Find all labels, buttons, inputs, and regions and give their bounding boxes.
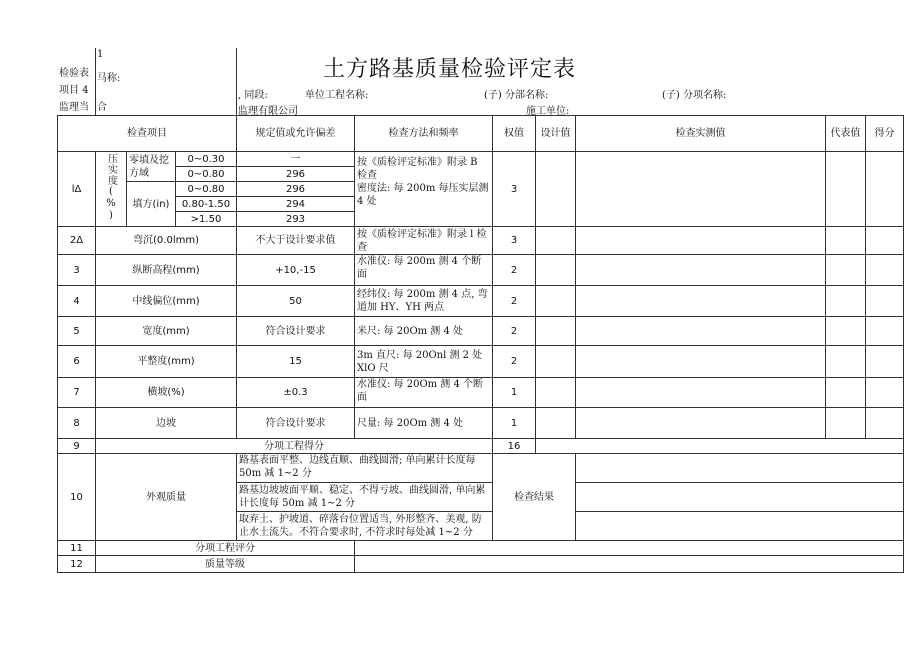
table-row <box>58 346 904 378</box>
row-weight: 2 <box>493 286 536 317</box>
row11-label: 分项工程评分 <box>96 541 355 556</box>
compaction-range: 0~0.80 <box>176 167 237 182</box>
row-method: 水准仪: 每 200m 测 4 个断面 <box>355 255 493 286</box>
row-spec: 不大于设计要求值 <box>237 227 355 255</box>
row-no: 7 <box>58 378 96 408</box>
header-row <box>58 116 904 152</box>
row-spec: +10,-15 <box>237 255 355 286</box>
compaction-value: 293 <box>237 212 355 227</box>
row10-line-3: 取弃土、护坡道、碎落台位置适当, 外形整齐、美观, 防止水土流失。不符合要求时, 不符求时每处减 1~2 分 <box>237 512 493 541</box>
row12-no: 12 <box>58 556 96 573</box>
row10-result-1 <box>576 454 904 483</box>
row-measured <box>576 227 826 255</box>
row-weight: 2 <box>493 317 536 346</box>
table-row <box>58 408 904 439</box>
row-method: 水准仪: 每 20Om 测 4 个断面 <box>355 378 493 408</box>
header-tongduan: , 同段: <box>238 90 268 101</box>
row-weight: 2 <box>493 346 536 378</box>
row-method: 3m 直尺: 每 20Onl 测 2 处 XlO 尺 <box>355 346 493 378</box>
row-score <box>866 317 904 346</box>
row-no: 8 <box>58 408 96 439</box>
table-row <box>58 255 904 286</box>
row-12 <box>58 556 904 573</box>
col-spec: 规定值或允许偏差 <box>237 116 355 152</box>
compaction-range: 0~0.80 <box>176 182 237 197</box>
row-9 <box>58 439 904 454</box>
compaction-weight: 3 <box>493 152 536 227</box>
row-measured <box>576 255 826 286</box>
col-measured: 检查实测值 <box>576 116 826 152</box>
header-divider-1 <box>95 48 96 115</box>
row-spec: ±0.3 <box>237 378 355 408</box>
row-no: 4 <box>58 286 96 317</box>
compaction-value: 296 <box>237 167 355 182</box>
row-score <box>866 408 904 439</box>
row-measured <box>576 346 826 378</box>
row-weight: 1 <box>493 378 536 408</box>
compaction-zero-fill: 零填及挖方域 <box>127 152 176 182</box>
header-sub-dept: (子) 分部名称: <box>484 90 549 101</box>
compaction-value: 296 <box>237 182 355 197</box>
row-design <box>536 227 576 255</box>
row-item: 中线偏位(mm) <box>96 286 237 317</box>
row10-label: 外观质量 <box>96 454 237 541</box>
header-supervisor: 监理有限公司 <box>238 106 298 117</box>
page-title: 土方路基质量检验评定表 <box>323 57 577 82</box>
row-no: 6 <box>58 346 96 378</box>
row-measured <box>576 286 826 317</box>
row-spec: 符合设计要求 <box>237 317 355 346</box>
row-method: 按《质检评定标准》附录 l 检查 <box>355 227 493 255</box>
table-row <box>58 286 904 317</box>
col-rep: 代表值 <box>826 116 866 152</box>
compaction-method-line-1: 按《质检评定标准》附录 B 检查 <box>357 157 478 181</box>
row-measured <box>576 317 826 346</box>
row-spec: 符合设计要求 <box>237 408 355 439</box>
row10-line-2: 路基边坡坡面平顺、稳定、不得亏坡、曲线圆滑, 单向累计长度每 50m 减 1~2 分 <box>237 483 493 512</box>
header-construction: 施工单位: <box>526 106 570 117</box>
row12-blank <box>355 556 904 573</box>
row9-label: 分项工程得分 <box>96 439 493 454</box>
row-design <box>536 286 576 317</box>
row-10-a <box>58 454 904 483</box>
header-mid-3: 合 <box>97 102 107 113</box>
header-left-3: 监理当 <box>59 102 89 113</box>
table-row <box>58 227 904 255</box>
compaction-measured <box>576 152 826 227</box>
compaction-method <box>355 152 493 227</box>
row-weight: 2 <box>493 255 536 286</box>
row10-result-label: 检查结果 <box>493 454 576 541</box>
row-method: 经纬仪: 每 200m 测 4 点, 弯道加 HY、YH 两点 <box>355 286 493 317</box>
compaction-fill: 填方(in) <box>127 182 176 227</box>
compaction-row-1 <box>58 152 904 167</box>
table-row <box>58 317 904 346</box>
row-item: 横坡(%) <box>96 378 237 408</box>
row-rep <box>826 408 866 439</box>
row-11 <box>58 541 904 556</box>
header-divider-2 <box>236 48 237 115</box>
row-rep <box>826 286 866 317</box>
row-item: 平整度(mm) <box>96 346 237 378</box>
row9-no: 9 <box>58 439 96 454</box>
row12-label: 质量等级 <box>96 556 355 573</box>
row-spec: 15 <box>237 346 355 378</box>
row-weight: 1 <box>493 408 536 439</box>
col-score: 得分 <box>866 116 904 152</box>
header-left-2: 项目 4 <box>59 85 89 96</box>
row-design <box>536 346 576 378</box>
row10-line-1: 路基表面平整、边线直顺、曲线圆滑; 单向累计长度每 50m 减 1~2 分 <box>237 454 493 483</box>
header-mid-2: 马称: <box>97 73 121 84</box>
compaction-value: 294 <box>237 197 355 212</box>
row-score <box>866 346 904 378</box>
row10-no: 10 <box>58 454 96 541</box>
row-score <box>866 286 904 317</box>
row-design <box>536 378 576 408</box>
row-design <box>536 408 576 439</box>
compaction-label: 压实度(%) <box>105 152 117 222</box>
compaction-rep <box>826 152 866 227</box>
row-design <box>536 255 576 286</box>
compaction-range: 0.80-1.50 <box>176 197 237 212</box>
row11-blank <box>355 541 904 556</box>
row-score <box>866 227 904 255</box>
inspection-table <box>57 115 904 573</box>
row11-no: 11 <box>58 541 96 556</box>
row10-result-3 <box>576 512 904 541</box>
row-item: 弯沉(0.0lmm) <box>96 227 237 255</box>
header-left-1: 检验表 <box>59 68 89 79</box>
row-rep <box>826 227 866 255</box>
compaction-value: 一 <box>237 152 355 167</box>
col-design: 设计值 <box>536 116 576 152</box>
row-method: 米尺: 每 20Om 测 4 处 <box>355 317 493 346</box>
compaction-range: >1.50 <box>176 212 237 227</box>
row-rep <box>826 378 866 408</box>
row-item: 宽度(mm) <box>96 317 237 346</box>
header-unit-project: 单位工程名称: <box>305 90 369 101</box>
header-mid-1: 1 <box>97 49 104 60</box>
row-measured <box>576 378 826 408</box>
row-item: 纵断高程(mm) <box>96 255 237 286</box>
col-item: 检查项目 <box>58 116 237 152</box>
row9-value: 16 <box>493 439 536 454</box>
col-method: 检查方法和频率 <box>355 116 493 152</box>
row-rep <box>826 255 866 286</box>
row-weight: 3 <box>493 227 536 255</box>
row9-blank <box>536 439 904 454</box>
row-no: 5 <box>58 317 96 346</box>
row-item: 边坡 <box>96 408 237 439</box>
table-row <box>58 378 904 408</box>
compaction-no: lΔ <box>58 152 96 227</box>
compaction-design <box>536 152 576 227</box>
row-measured <box>576 408 826 439</box>
header-sub-item: (子) 分项名称: <box>662 90 727 101</box>
row-spec: 50 <box>237 286 355 317</box>
row-rep <box>826 346 866 378</box>
compaction-range: 0~0.30 <box>176 152 237 167</box>
row-score <box>866 378 904 408</box>
row-method: 尺量: 每 20Om 测 4 处 <box>355 408 493 439</box>
row-rep <box>826 317 866 346</box>
row-score <box>866 255 904 286</box>
compaction-label-cell <box>96 152 127 227</box>
row-design <box>536 317 576 346</box>
row10-result-2 <box>576 483 904 512</box>
row-no: 2Δ <box>58 227 96 255</box>
compaction-method-line-2: 密度法: 每 200m 每压实层测 4 处 <box>357 183 489 207</box>
row-no: 3 <box>58 255 96 286</box>
col-weight: 权值 <box>493 116 536 152</box>
compaction-score <box>866 152 904 227</box>
